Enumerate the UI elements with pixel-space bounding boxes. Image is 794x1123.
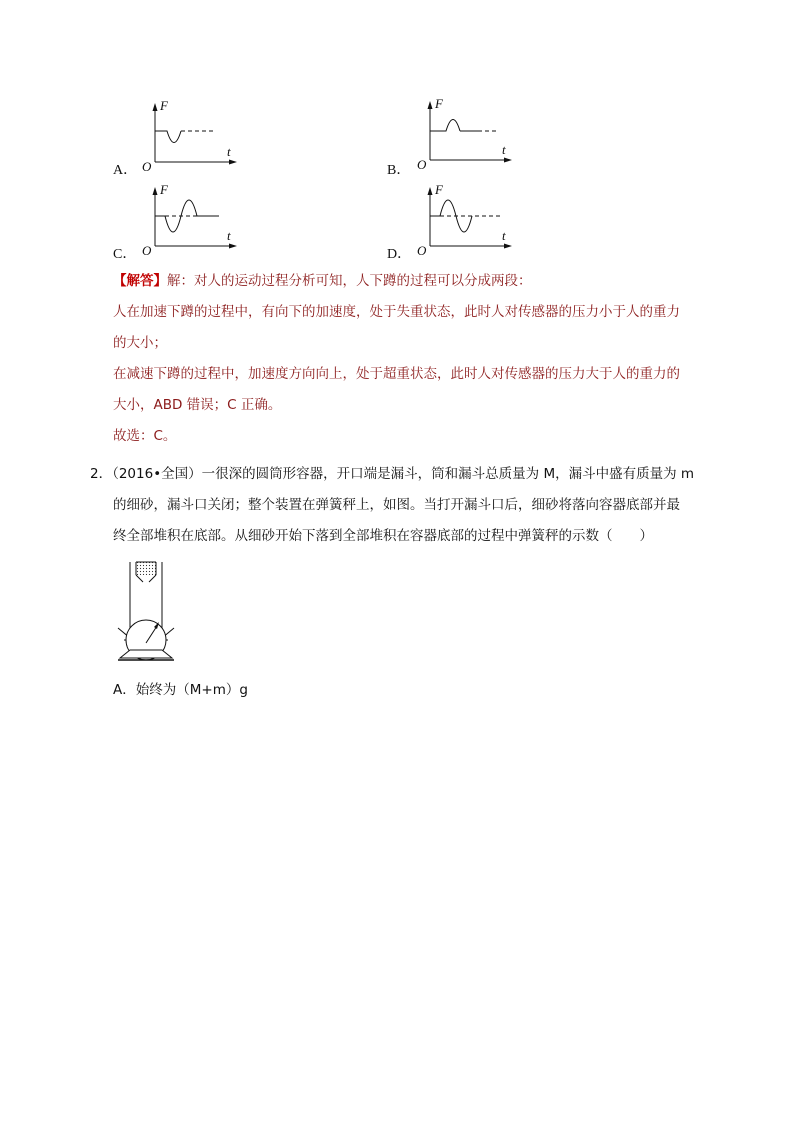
question-2-option-a: A．始终为（M+m）g [113, 682, 248, 698]
answer-intro-line [113, 266, 713, 297]
answer-choice: 故选：C。 [113, 428, 177, 444]
option-b-graph [416, 98, 516, 170]
answer-line-1b: 的大小； [113, 335, 167, 351]
option-c-label: C． [113, 247, 137, 262]
answer-line-2a: 在减速下蹲的过程中，加速度方向向上，处于超重状态，此时人对传感器的压力大于人的重力的 [113, 366, 680, 382]
origin-label: O [417, 157, 427, 172]
question-line-3: 终全部堆积在底部。从细砂开始下落到全部堆积在容器底部的过程中弹簧秤的示数（ ） [113, 528, 653, 544]
origin-label: O [417, 243, 427, 258]
y-axis-label: F [435, 96, 443, 111]
option-a-graph [141, 100, 241, 172]
question-2 [90, 459, 730, 552]
x-axis-label: t [227, 144, 231, 159]
option-b-label: B． [387, 163, 411, 178]
answer-tag: 【解答】 [113, 273, 167, 289]
y-axis-label: F [435, 182, 443, 197]
x-axis-label: t [502, 228, 506, 243]
x-axis-label: t [502, 142, 506, 157]
y-axis-label: F [160, 98, 168, 113]
origin-label: O [142, 243, 152, 258]
question-number: 2． [90, 466, 113, 482]
spring-scale-figure [112, 558, 192, 672]
option-c-graph [141, 184, 241, 256]
answer-block [113, 266, 713, 452]
answer-line-1a: 人在加速下蹲的过程中，有向下的加速度，处于失重状态，此时人对传感器的压力小于人的重力 [113, 304, 680, 320]
question-line-2: 的细砂，漏斗口关闭；整个装置在弹簧秤上，如图。当打开漏斗口后，细砂将落向容器底部并最 [113, 497, 680, 513]
option-a-label: A． [113, 163, 138, 178]
answer-line-2b: 大小，ABD 错误；C 正确。 [113, 397, 282, 413]
y-axis-label: F [160, 182, 168, 197]
question-line-1: （2016•全国）一很深的圆筒形容器，开口端是漏斗，筒和漏斗总质量为 M，漏斗中盛有质量为 m [112, 466, 695, 482]
answer-intro: 解：对人的运动过程分析可知，人下蹲的过程可以分成两段： [167, 273, 532, 289]
option-d-graph [416, 184, 516, 256]
origin-label: O [142, 159, 152, 174]
x-axis-label: t [227, 228, 231, 243]
option-d-label: D． [387, 247, 412, 262]
